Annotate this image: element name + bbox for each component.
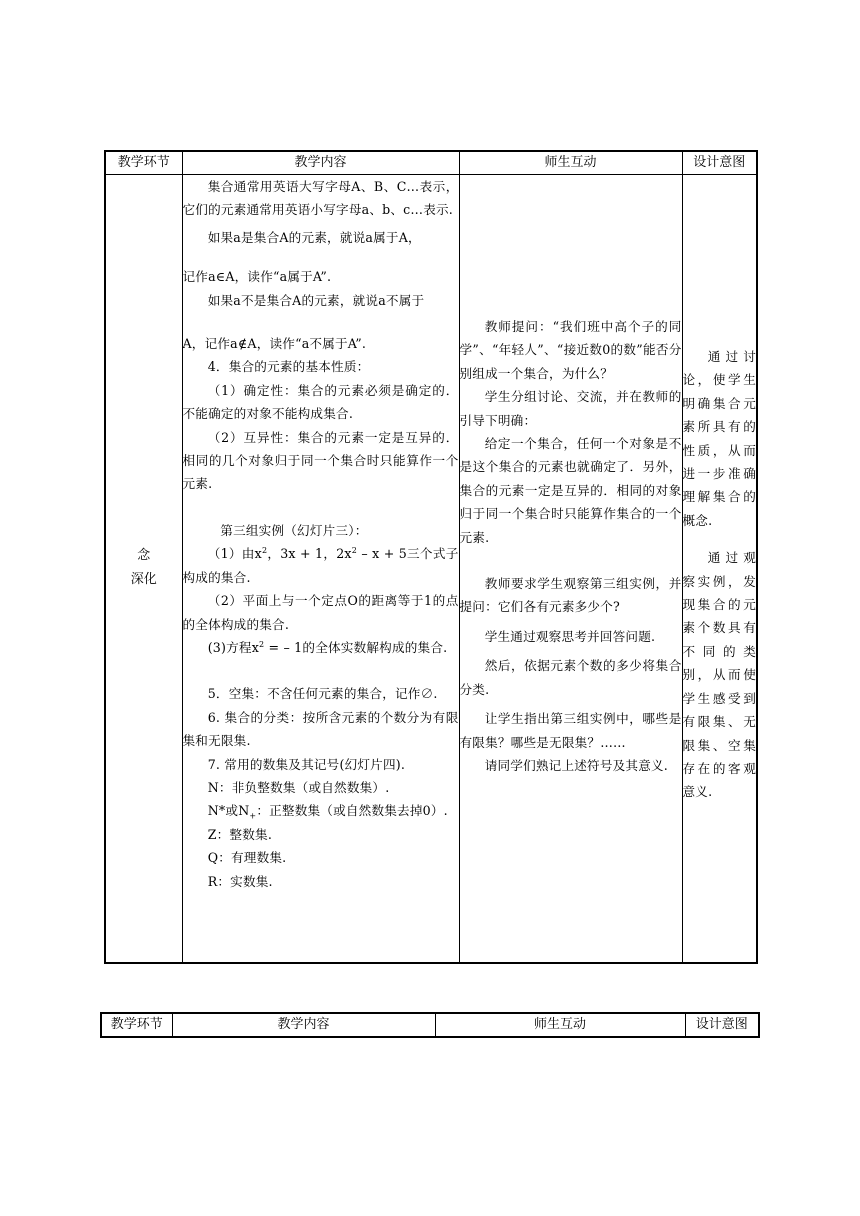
interaction-p3: 给定一个集合，任何一个对象是不是这个集合的元素也就确定了．另外，集合的元素一定是互异的．相同的对象归于同一个集合时只能算作集合的一个元素. bbox=[459, 436, 682, 545]
stage-cell bbox=[105, 175, 182, 963]
header-interaction: 师生互动 bbox=[459, 151, 682, 175]
intent-p2: 通过观察实例，发现集合的元素个数具有不同的类别，从而使学生感受到有限集、无限集、空集存在的客观意义. bbox=[682, 550, 756, 800]
content-p1: 集合通常用英语大写字母A、B、C…表示，它们的元素通常用英语小写字母a、b、c…表示. bbox=[182, 179, 459, 218]
content-p2: 如果a是集合A的元素，就说a属于A， bbox=[207, 229, 421, 245]
header-intent: 设计意图 bbox=[685, 1013, 759, 1037]
interaction-p5: 学生通过观察思考并回答问题. bbox=[484, 628, 656, 644]
interaction-p6: 然后，依据元素个数的多少将集合分类. bbox=[459, 658, 682, 697]
interaction-p4: 教师要求学生观察第三组实例，并提问：它们各有元素多少个? bbox=[459, 576, 682, 615]
content-p3: 记作a∈A，读作“a属于A”. bbox=[182, 269, 332, 285]
interaction-p1: 教师提问：“我们班中高个子的同学”、“年轻人”、“接近数0的数”能否分别组成一个集合，为什么？ bbox=[459, 319, 682, 381]
content-p16: N：非负整数集（或自然数集）. bbox=[207, 779, 390, 795]
lesson-table bbox=[104, 150, 758, 964]
intent-cell bbox=[682, 175, 757, 963]
table-header-row bbox=[105, 151, 757, 175]
interaction-p2: 学生分组讨论、交流，并在教师的引导下明确： bbox=[459, 389, 682, 428]
interaction-cell bbox=[459, 175, 682, 963]
content-p4: 如果a不是集合A的元素，就说a不属于 bbox=[207, 292, 425, 308]
content-p12: (3)方程$x^2$ = – 1的全体实数解构成的集合. bbox=[207, 639, 448, 655]
content-p9: 第三组实例（幻灯片三）： bbox=[220, 522, 368, 538]
table-header-row bbox=[101, 1013, 759, 1037]
header-content: 教学内容 bbox=[172, 1013, 435, 1037]
header-intent: 设计意图 bbox=[682, 151, 757, 175]
content-p20: R：实数集. bbox=[207, 873, 273, 889]
header-interaction: 师生互动 bbox=[435, 1013, 685, 1037]
stage-line2: 深化 bbox=[130, 572, 157, 588]
intent-p1: 通过讨论，使学生明确集合元素所具有的性质，从而进一步准确理解集合的概念. bbox=[682, 349, 756, 528]
content-p14: 6. 集合的分类：按所含元素的个数分为有限集和无限集. bbox=[182, 709, 459, 749]
content-p11: （2）平面上与一个定点O的距离等于1的点的全体构成的集合. bbox=[182, 593, 459, 632]
header-stage: 教学环节 bbox=[105, 151, 182, 175]
lesson-table-next bbox=[100, 1012, 760, 1038]
header-content: 教学内容 bbox=[182, 151, 459, 175]
table-row bbox=[105, 175, 757, 963]
content-p19: Q：有理数集. bbox=[207, 850, 287, 866]
content-p8: （2）互异性：集合的元素一定是互异的．相同的几个对象归于同一个集合时只能算作一个元素. bbox=[182, 429, 459, 492]
content-p15: 7. 常用的数集及其记号(幻灯片四). bbox=[207, 756, 406, 772]
content-p13: 5．空集：不含任何元素的集合，记作∅. bbox=[207, 686, 438, 702]
content-p7: （1）确定性：集合的元素必须是确定的．不能确定的对象不能构成集合. bbox=[182, 382, 459, 422]
content-p6: 4．集合的元素的基本性质： bbox=[207, 359, 370, 375]
stage-line1: 念 bbox=[137, 548, 151, 564]
header-stage: 教学环节 bbox=[101, 1013, 172, 1037]
content-p18: Z：整数集. bbox=[207, 826, 273, 842]
content-cell bbox=[182, 175, 459, 963]
interaction-p7: 让学生指出第三组实例中，哪些是有限集？哪些是无限集？…… bbox=[459, 711, 682, 750]
content-p5: A，记作a∉A，读作“a不属于A”. bbox=[182, 336, 367, 352]
interaction-p8: 请同学们熟记上述符号及其意义. bbox=[484, 757, 669, 773]
content-p10: （1）由$x^2$，3x + 1，$2x^2 - x + 5$三个式子构成的集合. bbox=[182, 546, 459, 585]
content-p17: N*或$N_+$：正整数集（或自然数集去掉0）. bbox=[207, 803, 448, 821]
